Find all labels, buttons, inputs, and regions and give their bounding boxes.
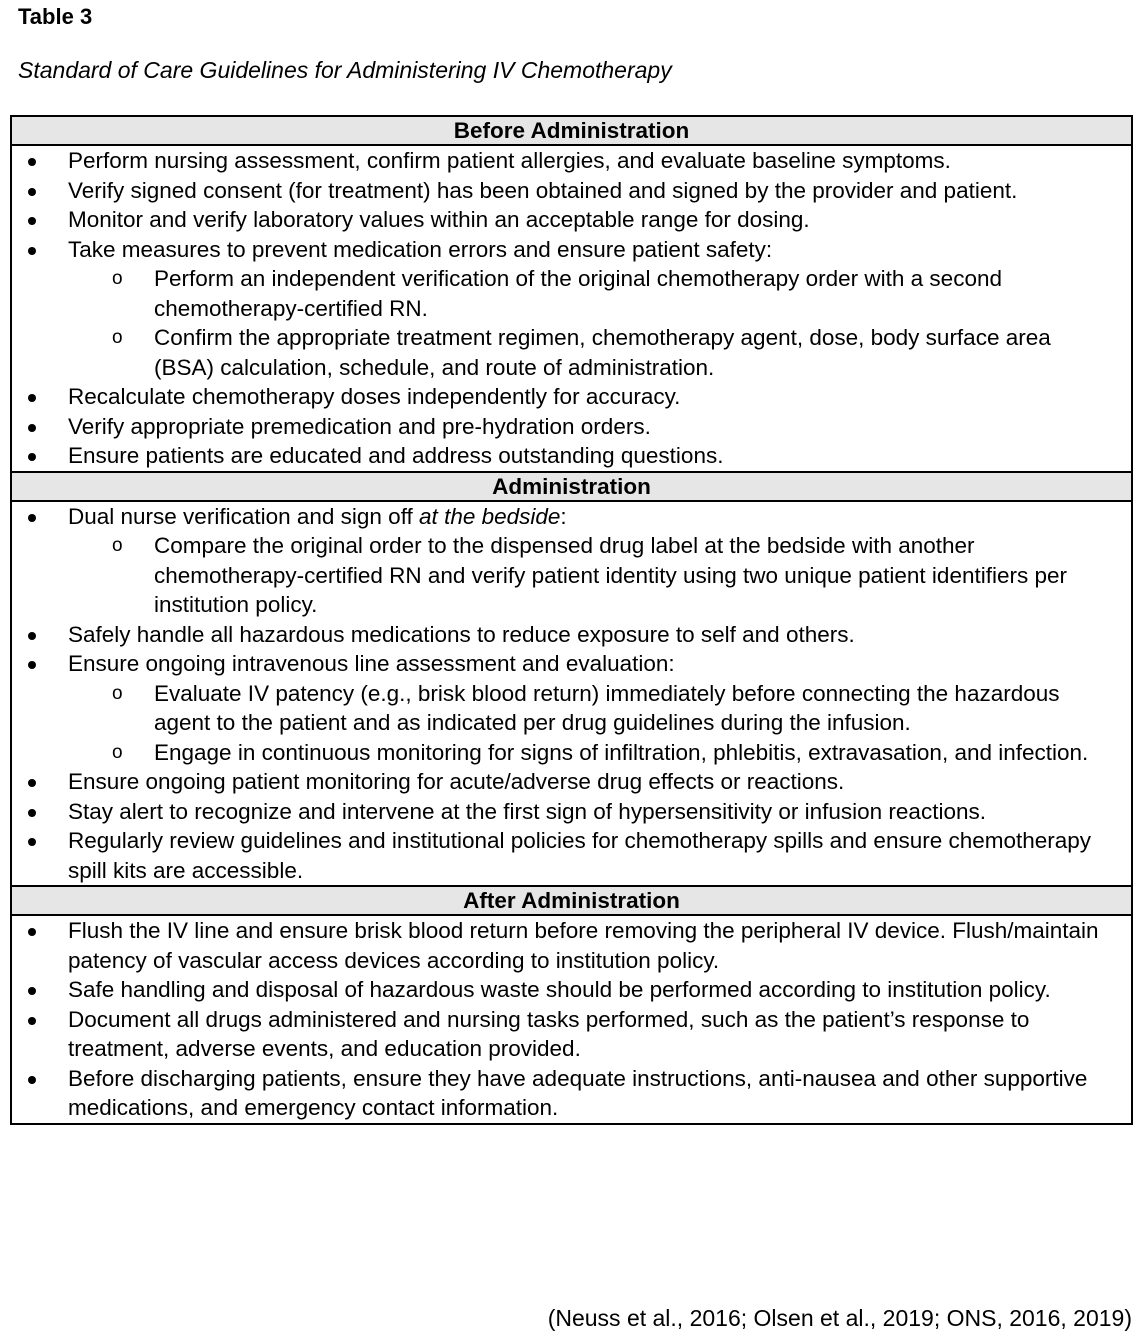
section-heading: After Administration bbox=[11, 886, 1132, 915]
list-item bbox=[12, 235, 1131, 383]
bullet-list bbox=[12, 502, 1131, 886]
section-body bbox=[11, 915, 1132, 1124]
sub-item-text: Perform an independent verification of the original chemotherapy order with a second chemotherapy-certified RN. bbox=[154, 266, 1002, 321]
bullet-icon bbox=[28, 987, 36, 995]
list-item bbox=[12, 620, 1131, 650]
bullet-icon bbox=[28, 928, 36, 936]
section-header-row bbox=[11, 472, 1132, 501]
item-text: Safely handle all hazardous medications to reduce exposure to self and others. bbox=[68, 621, 855, 647]
circle-bullet-icon: o bbox=[112, 682, 123, 704]
item-text: Dual nurse verification and sign off bbox=[68, 503, 420, 529]
section-header-row bbox=[11, 116, 1132, 145]
item-text-after: : bbox=[560, 503, 567, 529]
guidelines-table bbox=[10, 115, 1133, 1125]
item-text: Ensure ongoing intravenous line assessment and evaluation: bbox=[68, 651, 675, 676]
bullet-icon bbox=[28, 809, 36, 817]
item-text: Before discharging patients, ensure they have adequate instructions, anti-nausea and other supportive medications, and emergency contact information. bbox=[68, 1065, 1088, 1120]
sub-item-text: Confirm the appropriate treatment regimen, chemotherapy agent, dose, body surface area (BSA) calculation, schedule, and route of administration. bbox=[154, 325, 1051, 380]
item-text: Document all drugs administered and nursing tasks performed, such as the patient’s response to treatment, adverse events, and education provided. bbox=[68, 1006, 1030, 1061]
list-item bbox=[12, 412, 1131, 442]
bullet-icon bbox=[28, 1076, 36, 1084]
table-title: Standard of Care Guidelines for Administering IV Chemotherapy bbox=[18, 57, 672, 83]
circle-bullet-icon: o bbox=[112, 741, 123, 763]
table-label: Table 3 bbox=[18, 4, 93, 29]
section-body bbox=[11, 145, 1132, 472]
circle-bullet-icon: o bbox=[112, 535, 123, 556]
list-item bbox=[12, 205, 1131, 235]
list-item bbox=[12, 146, 1131, 176]
bullet-icon bbox=[28, 394, 36, 402]
bullet-icon bbox=[28, 632, 36, 640]
sub-list-item bbox=[12, 264, 1117, 323]
list-item bbox=[12, 767, 1131, 797]
item-text: Take measures to prevent medication errors and ensure patient safety: bbox=[68, 236, 773, 262]
bullet-icon bbox=[28, 1017, 36, 1025]
list-item bbox=[12, 1005, 1131, 1064]
item-text-italic: at the bedside bbox=[419, 503, 561, 529]
item-text: Flush the IV line and ensure brisk blood return before removing the peripheral IV device. Flush/maintain patency of vascular access devices according to institution policy. bbox=[68, 918, 1099, 973]
sub-list-item bbox=[12, 738, 1117, 768]
item-text: Recalculate chemotherapy doses independently for accuracy. bbox=[68, 384, 681, 409]
circle-bullet-icon: o bbox=[112, 268, 123, 289]
item-text: Safe handling and disposal of hazardous waste should be performed according to institution policy. bbox=[68, 977, 1051, 1002]
list-item bbox=[12, 1064, 1131, 1123]
item-text: Verify signed consent (for treatment) has been obtained and signed by the provider and patient. bbox=[68, 177, 1018, 203]
sub-list-item bbox=[12, 323, 1117, 382]
item-text: Ensure patients are educated and address outstanding questions. bbox=[68, 443, 724, 468]
section-body-row bbox=[11, 915, 1132, 1124]
section-heading: Before Administration bbox=[11, 116, 1132, 145]
sub-list bbox=[68, 264, 1117, 382]
bullet-icon bbox=[28, 247, 36, 255]
bullet-icon bbox=[28, 453, 36, 461]
citation: (Neuss et al., 2016; Olsen et al., 2019; ONS, 2016, 2019) bbox=[547, 1305, 1132, 1331]
item-text: Perform nursing assessment, confirm patient allergies, and evaluate baseline symptoms. bbox=[68, 148, 951, 173]
list-item bbox=[12, 382, 1131, 412]
section-body-row bbox=[11, 501, 1132, 887]
item-text: Monitor and verify laboratory values within an acceptable range for dosing. bbox=[68, 207, 810, 232]
list-item bbox=[12, 916, 1131, 975]
list-item bbox=[12, 649, 1131, 767]
sub-item-text: Compare the original order to the dispensed drug label at the bedside with another chemotherapy-certified RN and verify patient identity using two unique patient identifiers per institution policy. bbox=[154, 533, 1067, 617]
sub-list-item bbox=[12, 679, 1117, 738]
bullet-icon bbox=[28, 779, 36, 787]
circle-bullet-icon: o bbox=[112, 327, 123, 348]
section-body-row bbox=[11, 145, 1132, 472]
item-text: Regularly review guidelines and institutional policies for chemotherapy spills and ensure chemotherapy spill kits are accessible. bbox=[68, 828, 1092, 883]
bullet-icon bbox=[28, 217, 36, 225]
item-text: Stay alert to recognize and intervene at the first sign of hypersensitivity or infusion reactions. bbox=[68, 798, 986, 824]
sub-item-text: Evaluate IV patency (e.g., brisk blood return) immediately before connecting the hazardous agent to the patient and as indicated per drug guidelines during the infusion. bbox=[154, 680, 1060, 735]
sub-item-text: Engage in continuous monitoring for signs of infiltration, phlebitis, extravasation, and infection. bbox=[154, 739, 1089, 765]
section-body bbox=[11, 501, 1132, 887]
bullet-icon bbox=[28, 661, 36, 669]
sub-list-item bbox=[12, 531, 1117, 620]
bullet-icon bbox=[28, 838, 36, 846]
section-heading: Administration bbox=[11, 472, 1132, 501]
section-header-row bbox=[11, 886, 1132, 915]
item-text: Ensure ongoing patient monitoring for acute/adverse drug effects or reactions. bbox=[68, 769, 845, 794]
list-item bbox=[12, 176, 1131, 206]
bullet-icon bbox=[28, 188, 36, 196]
bullet-list bbox=[12, 916, 1131, 1123]
list-item bbox=[12, 826, 1131, 885]
bullet-icon bbox=[28, 424, 36, 432]
bullet-list bbox=[12, 146, 1131, 471]
item-text: Verify appropriate premedication and pre-hydration orders. bbox=[68, 413, 651, 439]
list-item bbox=[12, 441, 1131, 471]
list-item bbox=[12, 502, 1131, 620]
list-item bbox=[12, 975, 1131, 1005]
sub-list bbox=[68, 531, 1117, 620]
list-item bbox=[12, 797, 1131, 827]
bullet-icon bbox=[28, 158, 36, 166]
bullet-icon bbox=[28, 514, 36, 522]
sub-list bbox=[68, 679, 1117, 768]
